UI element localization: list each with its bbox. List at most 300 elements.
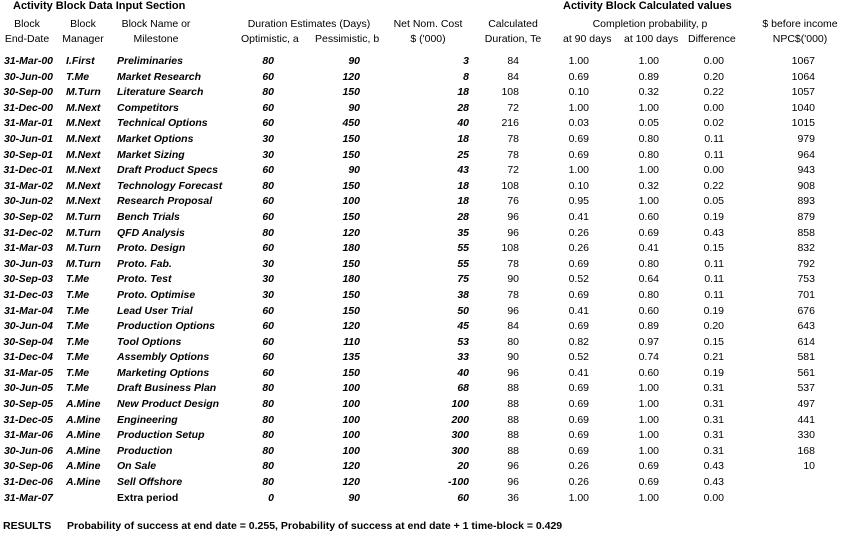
cell-p90: 1.00	[568, 55, 589, 67]
cell-calc-duration: 76	[507, 195, 519, 208]
table-row	[0, 227, 841, 243]
cell-block-name: Proto. Fab.	[117, 257, 172, 270]
cell-end-date: 30-Jun-04	[3, 320, 53, 333]
cell-calc-duration: 88	[507, 429, 519, 442]
cell-manager: M.Turn	[66, 242, 101, 255]
cell-end-date: 31-Dec-03	[3, 288, 53, 301]
cell-pessimistic: 150	[342, 366, 360, 379]
cell-npc: 1057	[791, 86, 815, 99]
cell-difference: 0.31	[703, 429, 724, 442]
cell-end-date: 30-Jun-00	[3, 70, 53, 83]
cell-optimistic: 30	[262, 288, 274, 301]
cell-block-name: Competitors	[117, 101, 179, 114]
cell-difference: 0.22	[703, 86, 724, 99]
cell-calc-duration: 84	[507, 55, 519, 67]
cell-calc-duration: 72	[507, 101, 519, 114]
cell-npc: 1064	[791, 70, 815, 83]
cell-pessimistic: 150	[342, 288, 360, 301]
cell-p100: 0.64	[638, 273, 659, 286]
cell-pessimistic: 180	[342, 242, 360, 255]
cell-p90: 0.41	[568, 304, 589, 317]
cell-optimistic: 60	[262, 70, 274, 83]
cell-pessimistic: 150	[342, 132, 360, 145]
cell-difference: 0.02	[703, 117, 724, 130]
cell-p90: 0.52	[568, 351, 589, 364]
cell-block-name: Bench Trials	[117, 210, 180, 223]
cell-net-cost: 35	[457, 226, 469, 239]
cell-p100: 1.00	[638, 195, 659, 208]
cell-pessimistic: 180	[342, 273, 360, 286]
cell-pessimistic: 150	[342, 179, 360, 192]
cell-p90: 1.00	[568, 491, 589, 504]
cell-net-cost: 18	[457, 132, 469, 145]
cell-end-date: 31-Dec-04	[3, 351, 53, 364]
table-row	[0, 273, 841, 289]
cell-manager: T.Me	[66, 304, 90, 317]
cell-p100: 1.00	[638, 444, 659, 457]
cell-block-name: Proto. Test	[117, 273, 172, 286]
cell-p90: 0.69	[568, 70, 589, 83]
cell-p100: 0.80	[638, 132, 659, 145]
cell-optimistic: 60	[262, 351, 274, 364]
cell-block-name: Proto. Optimise	[117, 288, 196, 301]
header-optimistic: Optimistic, a	[241, 33, 299, 45]
cell-npc: 1015	[791, 117, 815, 130]
cell-calc-duration: 90	[507, 273, 519, 286]
table-row	[0, 351, 841, 367]
cell-manager: T.Me	[66, 288, 90, 301]
cell-optimistic: 80	[262, 226, 274, 239]
cell-p100: 1.00	[638, 101, 659, 114]
table-row	[0, 336, 841, 352]
cell-calc-duration: 96	[507, 366, 519, 379]
cell-npc: 676	[797, 304, 815, 317]
cell-difference: 0.19	[703, 210, 724, 223]
cell-optimistic: 60	[262, 242, 274, 255]
cell-manager: T.Me	[66, 366, 90, 379]
cell-npc: 858	[797, 226, 815, 239]
cell-npc: 753	[797, 273, 815, 286]
header-net-cost: Net Nom. Cost $ ('000)	[393, 18, 463, 45]
cell-npc: 10	[803, 460, 815, 473]
cell-manager: M.Next	[66, 117, 101, 130]
table-row	[0, 445, 841, 461]
cell-end-date: 31-Dec-05	[3, 413, 53, 426]
cell-end-date: 30-Sep-06	[3, 460, 53, 473]
activity-table-body	[0, 55, 841, 507]
cell-p90: 0.69	[568, 382, 589, 395]
cell-optimistic: 80	[262, 382, 274, 395]
cell-calc-duration: 216	[501, 117, 519, 130]
cell-npc: 643	[797, 320, 815, 333]
cell-p90: 0.03	[568, 117, 589, 130]
cell-calc-duration: 108	[501, 179, 519, 192]
cell-end-date: 30-Sep-02	[3, 210, 53, 223]
cell-end-date: 30-Sep-03	[3, 273, 53, 286]
cell-p90: 0.69	[568, 398, 589, 411]
cell-optimistic: 30	[262, 132, 274, 145]
cell-difference: 0.11	[704, 273, 724, 286]
cell-block-name: Engineering	[117, 413, 178, 426]
cell-npc: 879	[797, 210, 815, 223]
cell-p90: 0.69	[568, 444, 589, 457]
cell-manager: M.Next	[66, 179, 101, 192]
cell-difference: 0.11	[704, 288, 724, 301]
cell-optimistic: 80	[262, 86, 274, 99]
cell-optimistic: 60	[262, 195, 274, 208]
cell-block-name: Marketing Options	[117, 366, 210, 379]
header-duration-group: Duration Estimates (Days)	[247, 18, 371, 30]
cell-manager: T.Me	[66, 320, 90, 333]
cell-p90: 0.69	[568, 413, 589, 426]
cell-manager: T.Me	[66, 382, 90, 395]
cell-net-cost: 38	[457, 288, 469, 301]
cell-p100: 0.69	[638, 460, 659, 473]
cell-difference: 0.21	[703, 351, 724, 364]
cell-block-name: Production Setup	[117, 429, 205, 442]
cell-pessimistic: 90	[348, 101, 360, 114]
cell-p90: 0.26	[568, 460, 589, 473]
cell-npc: 964	[797, 148, 815, 161]
table-row	[0, 180, 841, 196]
cell-npc: 330	[797, 429, 815, 442]
header-block-manager: Block Manager	[62, 18, 104, 45]
cell-p90: 0.69	[568, 320, 589, 333]
cell-p100: 1.00	[638, 429, 659, 442]
table-row	[0, 320, 841, 336]
cell-difference: 0.31	[703, 413, 724, 426]
cell-manager: A.Mine	[66, 398, 101, 411]
cell-block-name: QFD Analysis	[117, 226, 185, 239]
cell-net-cost: 18	[457, 179, 469, 192]
cell-block-name: Proto. Design	[117, 242, 186, 255]
cell-pessimistic: 90	[348, 164, 360, 177]
cell-optimistic: 30	[262, 273, 274, 286]
cell-calc-duration: 96	[507, 304, 519, 317]
cell-optimistic: 80	[262, 179, 274, 192]
cell-p90: 0.69	[568, 132, 589, 145]
table-row	[0, 149, 841, 165]
cell-pessimistic: 120	[342, 460, 360, 473]
cell-end-date: 30-Sep-05	[3, 398, 53, 411]
cell-net-cost: 45	[457, 320, 469, 333]
table-row	[0, 164, 841, 180]
cell-block-name: Production	[117, 444, 173, 457]
cell-calc-duration: 90	[507, 351, 519, 364]
cell-optimistic: 60	[262, 304, 274, 317]
cell-calc-duration: 78	[507, 257, 519, 270]
cell-difference: 0.31	[703, 444, 724, 457]
cell-end-date: 31-Mar-06	[3, 429, 53, 442]
cell-end-date: 31-Mar-05	[3, 366, 53, 379]
cell-difference: 0.43	[703, 476, 724, 489]
cell-pessimistic: 120	[342, 320, 360, 333]
table-row	[0, 460, 841, 476]
table-row	[0, 71, 841, 87]
cell-net-cost: 28	[457, 210, 469, 223]
cell-p100: 1.00	[638, 55, 659, 67]
cell-manager: M.Turn	[66, 86, 101, 99]
cell-p100: 0.60	[638, 304, 659, 317]
cell-net-cost: 50	[457, 304, 469, 317]
cell-block-name: Extra period	[117, 491, 179, 504]
table-row	[0, 117, 841, 133]
cell-pessimistic: 150	[342, 86, 360, 99]
header-completion-group: Completion probability, p	[592, 18, 708, 30]
cell-optimistic: 60	[262, 320, 274, 333]
cell-difference: 0.19	[703, 304, 724, 317]
input-section-title: Activity Block Data Input Section	[13, 0, 186, 12]
cell-calc-duration: 96	[507, 210, 519, 223]
cell-pessimistic: 100	[342, 382, 360, 395]
cell-end-date: 30-Jun-02	[3, 195, 53, 208]
cell-net-cost: 20	[457, 460, 469, 473]
cell-difference: 0.05	[703, 195, 724, 208]
cell-p100: 0.05	[638, 117, 659, 130]
cell-block-name: Market Sizing	[117, 148, 185, 161]
cell-calc-duration: 108	[501, 86, 519, 99]
table-row	[0, 211, 841, 227]
table-row	[0, 102, 841, 118]
cell-net-cost: 28	[457, 101, 469, 114]
cell-end-date: 30-Sep-00	[3, 86, 53, 99]
cell-p90: 0.26	[568, 242, 589, 255]
cell-difference: 0.19	[703, 366, 724, 379]
cell-end-date: 30-Jun-01	[3, 132, 53, 145]
header-block-name: Block Name or Milestone	[121, 18, 191, 45]
cell-difference: 0.22	[703, 179, 724, 192]
cell-p100: 0.80	[638, 257, 659, 270]
cell-pessimistic: 100	[342, 413, 360, 426]
cell-p90: 0.69	[568, 429, 589, 442]
cell-p90: 1.00	[568, 164, 589, 177]
table-row	[0, 258, 841, 274]
cell-calc-duration: 88	[507, 382, 519, 395]
cell-block-name: Literature Search	[117, 86, 204, 99]
cell-difference: 0.43	[703, 460, 724, 473]
cell-pessimistic: 150	[342, 210, 360, 223]
cell-p90: 0.69	[568, 257, 589, 270]
header-pessimistic: Pessimistic, b	[315, 33, 380, 45]
table-row	[0, 289, 841, 305]
cell-calc-duration: 96	[507, 460, 519, 473]
cell-npc: 1040	[791, 101, 815, 114]
cell-manager: M.Next	[66, 101, 101, 114]
cell-calc-duration: 78	[507, 288, 519, 301]
cell-p100: 0.69	[638, 226, 659, 239]
cell-manager: M.Next	[66, 132, 101, 145]
cell-optimistic: 0	[268, 491, 274, 504]
cell-block-name: Market Options	[117, 132, 194, 145]
header-npc: $ before income NPC$('000)	[762, 18, 838, 45]
cell-net-cost: 60	[457, 491, 469, 504]
cell-manager: T.Me	[66, 335, 90, 348]
cell-block-name: Technical Options	[117, 117, 208, 130]
cell-end-date: 30-Jun-05	[3, 382, 53, 395]
cell-npc: 979	[797, 132, 815, 145]
results-label: RESULTS	[3, 520, 52, 532]
cell-pessimistic: 150	[342, 148, 360, 161]
cell-end-date: 31-Mar-01	[3, 117, 53, 130]
cell-end-date: 31-Dec-06	[3, 476, 53, 489]
cell-difference: 0.15	[703, 335, 724, 348]
table-row	[0, 195, 841, 211]
cell-net-cost: 300	[451, 429, 469, 442]
cell-difference: 0.11	[704, 148, 724, 161]
cell-net-cost: 55	[457, 257, 469, 270]
cell-p90: 0.10	[568, 179, 589, 192]
cell-p100: 0.69	[638, 476, 659, 489]
table-row	[0, 476, 841, 492]
cell-optimistic: 60	[262, 101, 274, 114]
cell-manager: T.Me	[66, 70, 90, 83]
cell-p90: 1.00	[568, 101, 589, 114]
cell-end-date: 31-Mar-04	[3, 304, 53, 317]
table-row	[0, 414, 841, 430]
cell-npc: 943	[797, 164, 815, 177]
cell-difference: 0.43	[703, 226, 724, 239]
table-row	[0, 133, 841, 149]
cell-manager: M.Next	[66, 164, 101, 177]
cell-p100: 1.00	[638, 398, 659, 411]
cell-block-name: Production Options	[117, 320, 215, 333]
table-row	[0, 429, 841, 445]
cell-manager: M.Turn	[66, 210, 101, 223]
cell-calc-duration: 84	[507, 70, 519, 83]
header-at90: at 90 days	[563, 33, 612, 45]
cell-difference: 0.20	[703, 70, 724, 83]
cell-calc-duration: 78	[507, 148, 519, 161]
cell-p100: 0.32	[638, 86, 659, 99]
cell-block-name: Preliminaries	[117, 55, 183, 67]
cell-net-cost: 100	[451, 398, 469, 411]
cell-calc-duration: 88	[507, 444, 519, 457]
cell-net-cost: 33	[457, 351, 469, 364]
cell-pessimistic: 100	[342, 195, 360, 208]
cell-manager: A.Mine	[66, 413, 101, 426]
cell-p90: 0.10	[568, 86, 589, 99]
cell-pessimistic: 120	[342, 476, 360, 489]
cell-npc: 441	[797, 413, 815, 426]
cell-optimistic: 60	[262, 117, 274, 130]
cell-net-cost: 40	[457, 117, 469, 130]
cell-calc-duration: 78	[507, 132, 519, 145]
cell-end-date: 30-Jun-03	[3, 257, 53, 270]
cell-p100: 1.00	[638, 491, 659, 504]
cell-difference: 0.20	[703, 320, 724, 333]
cell-pessimistic: 135	[342, 351, 360, 364]
cell-block-name: Technology Forecast	[117, 179, 223, 192]
cell-npc: 832	[797, 242, 815, 255]
cell-block-name: New Product Design	[117, 398, 220, 411]
cell-block-name: Draft Product Specs	[117, 164, 218, 177]
cell-net-cost: 43	[457, 164, 469, 177]
cell-block-name: Market Research	[117, 70, 202, 83]
cell-optimistic: 60	[262, 210, 274, 223]
cell-manager: I.First	[66, 55, 95, 67]
table-row	[0, 367, 841, 383]
cell-difference: 0.31	[703, 398, 724, 411]
header-calc-duration: Calculated Duration, Te	[484, 18, 542, 45]
cell-npc: 537	[797, 382, 815, 395]
table-row	[0, 492, 841, 508]
cell-manager: A.Mine	[66, 429, 101, 442]
cell-manager: A.Mine	[66, 460, 101, 473]
cell-p90: 0.82	[568, 335, 589, 348]
cell-optimistic: 60	[262, 366, 274, 379]
cell-pessimistic: 150	[342, 257, 360, 270]
cell-calc-duration: 88	[507, 398, 519, 411]
cell-optimistic: 80	[262, 476, 274, 489]
cell-manager: M.Next	[66, 195, 101, 208]
cell-end-date: 31-Dec-02	[3, 226, 53, 239]
cell-pessimistic: 90	[348, 55, 360, 67]
cell-difference: 0.00	[703, 101, 724, 114]
cell-net-cost: 40	[457, 366, 469, 379]
cell-calc-duration: 108	[501, 242, 519, 255]
cell-p100: 1.00	[638, 164, 659, 177]
cell-end-date: 31-Mar-02	[3, 179, 53, 192]
cell-difference: 0.15	[703, 242, 724, 255]
cell-p90: 0.69	[568, 288, 589, 301]
cell-optimistic: 60	[262, 164, 274, 177]
cell-end-date: 31-Mar-03	[3, 242, 53, 255]
cell-p90: 0.26	[568, 476, 589, 489]
calc-section-title: Activity Block Calculated values	[563, 0, 732, 12]
cell-optimistic: 30	[262, 148, 274, 161]
cell-npc: 908	[797, 179, 815, 192]
cell-p100: 0.32	[638, 179, 659, 192]
cell-p100: 1.00	[638, 413, 659, 426]
cell-pessimistic: 120	[342, 70, 360, 83]
cell-p100: 0.97	[638, 335, 659, 348]
cell-p100: 0.60	[638, 210, 659, 223]
cell-calc-duration: 36	[507, 491, 519, 504]
header-at100: at 100 days	[624, 33, 679, 45]
cell-p100: 0.89	[638, 320, 659, 333]
cell-npc: 168	[797, 444, 815, 457]
cell-npc: 792	[797, 257, 815, 270]
cell-net-cost: 55	[457, 242, 469, 255]
cell-block-name: Draft Business Plan	[117, 382, 217, 395]
cell-npc: 701	[797, 288, 815, 301]
cell-pessimistic: 90	[348, 491, 360, 504]
cell-optimistic: 80	[262, 398, 274, 411]
cell-npc: 893	[797, 195, 815, 208]
cell-p100: 0.80	[638, 148, 659, 161]
cell-difference: 0.31	[703, 382, 724, 395]
table-row	[0, 242, 841, 258]
results-text: Probability of success at end date = 0.255, Probability of success at end date + 1 time-block = 0.429	[67, 520, 563, 532]
cell-net-cost: 18	[457, 86, 469, 99]
cell-net-cost: 3	[463, 55, 469, 67]
cell-end-date: 30-Sep-04	[3, 335, 53, 348]
cell-manager: M.Turn	[66, 226, 101, 239]
cell-p90: 0.41	[568, 366, 589, 379]
cell-npc: 581	[797, 351, 815, 364]
cell-optimistic: 80	[262, 460, 274, 473]
cell-calc-duration: 80	[507, 335, 519, 348]
cell-difference: 0.00	[703, 55, 724, 67]
cell-p100: 0.41	[638, 242, 659, 255]
cell-pessimistic: 450	[342, 117, 360, 130]
cell-pessimistic: 110	[343, 335, 360, 348]
table-row	[0, 398, 841, 414]
cell-block-name: Lead User Trial	[117, 304, 193, 317]
cell-optimistic: 80	[262, 55, 274, 67]
table-row	[0, 55, 841, 71]
cell-end-date: 31-Mar-00	[3, 55, 53, 67]
